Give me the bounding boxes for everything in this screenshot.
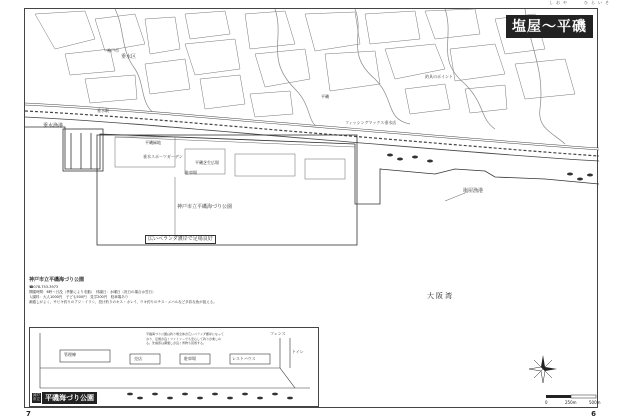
inset-label: トイレ — [292, 349, 304, 354]
bay-label: 大阪湾 — [427, 292, 454, 300]
town-label: 垂水駅 — [97, 108, 109, 113]
inset-tag — [32, 393, 41, 403]
park-inset-map — [29, 327, 319, 407]
info-line: ☎078-753-3973 — [29, 284, 59, 289]
compass-icon — [529, 355, 557, 383]
info-block — [29, 277, 329, 306]
info-line: 入園料：大人1000円 子ども500円 見学200円 駐車場あり — [29, 295, 129, 299]
inset-title — [32, 392, 97, 404]
scale-bar — [545, 393, 601, 412]
inner-park-label: 垂水スポーツガーデン — [143, 154, 183, 159]
shop-label: フィッシングマックス垂水店 — [345, 120, 397, 125]
shop-label: 釣具のポイント — [425, 74, 453, 79]
port-label: 塩屋漁港 — [463, 188, 484, 194]
info-line: 潮通しがよく、サビキ釣りのアジ・イワシ、投げ釣りのキス・カレイ、ウキ釣りのチヌ・メバルなど多彩な魚が狙える。 — [29, 300, 217, 305]
info-line: 開園時間：6時～日没（季節により変動） 休園日：水曜日（祝日の場合は翌日） — [29, 289, 156, 294]
scale-mid: 250m — [565, 400, 577, 405]
title-ruby: しおや ひらいそ — [549, 0, 612, 5]
town-blocks — [35, 9, 575, 117]
coast-road — [25, 104, 599, 161]
scale-zero: 0 — [545, 400, 548, 405]
page-number-right: 6 — [591, 410, 596, 418]
page-number-left: 7 — [26, 410, 31, 418]
inset-tag-line: 市立 — [33, 397, 40, 401]
inner-park-label: 駐車場 — [185, 170, 197, 175]
veranda-label: 広いベランダ護岸で足場良好 — [145, 235, 216, 244]
inset-label: 売店 — [134, 356, 142, 361]
inset-label: レストハウス — [232, 356, 256, 361]
map-title: 塩屋～平磯 — [506, 15, 593, 38]
town-label: 平磯 — [321, 94, 329, 99]
town-label: 神戸市 — [107, 48, 119, 53]
park-label: 神戸市立平磯海づり公園 — [177, 204, 233, 210]
scale-end: 500m — [589, 400, 601, 405]
inner-park-label: 平磯芝生広場 — [195, 160, 219, 165]
town-label: 垂水区 — [121, 54, 137, 60]
fish-marks — [387, 154, 593, 181]
inset-description: 平磯海づり公園は釣り場全体が広いベランダ護岸になっており、足場が良くファミリーでも安心して釣りが楽しめる。先端部は潮通しが良く青物も回遊する。 — [146, 332, 224, 345]
map-frame — [24, 8, 601, 408]
info-title: 神戸市立平磯海づり公園 — [29, 277, 85, 283]
fishing-port-label: 垂水漁港 — [43, 123, 64, 129]
inset-label: 駐車場 — [184, 356, 196, 361]
inner-park-label: 平磯緑地 — [145, 140, 161, 145]
inset-label: フェンス — [270, 331, 286, 336]
park-outline — [97, 135, 357, 245]
minor-roads — [115, 9, 565, 144]
inset-tag-line: 神戸 — [33, 393, 40, 398]
inset-name: 平磯海づり公園 — [42, 392, 97, 404]
inset-label: 管理棟 — [64, 352, 76, 357]
